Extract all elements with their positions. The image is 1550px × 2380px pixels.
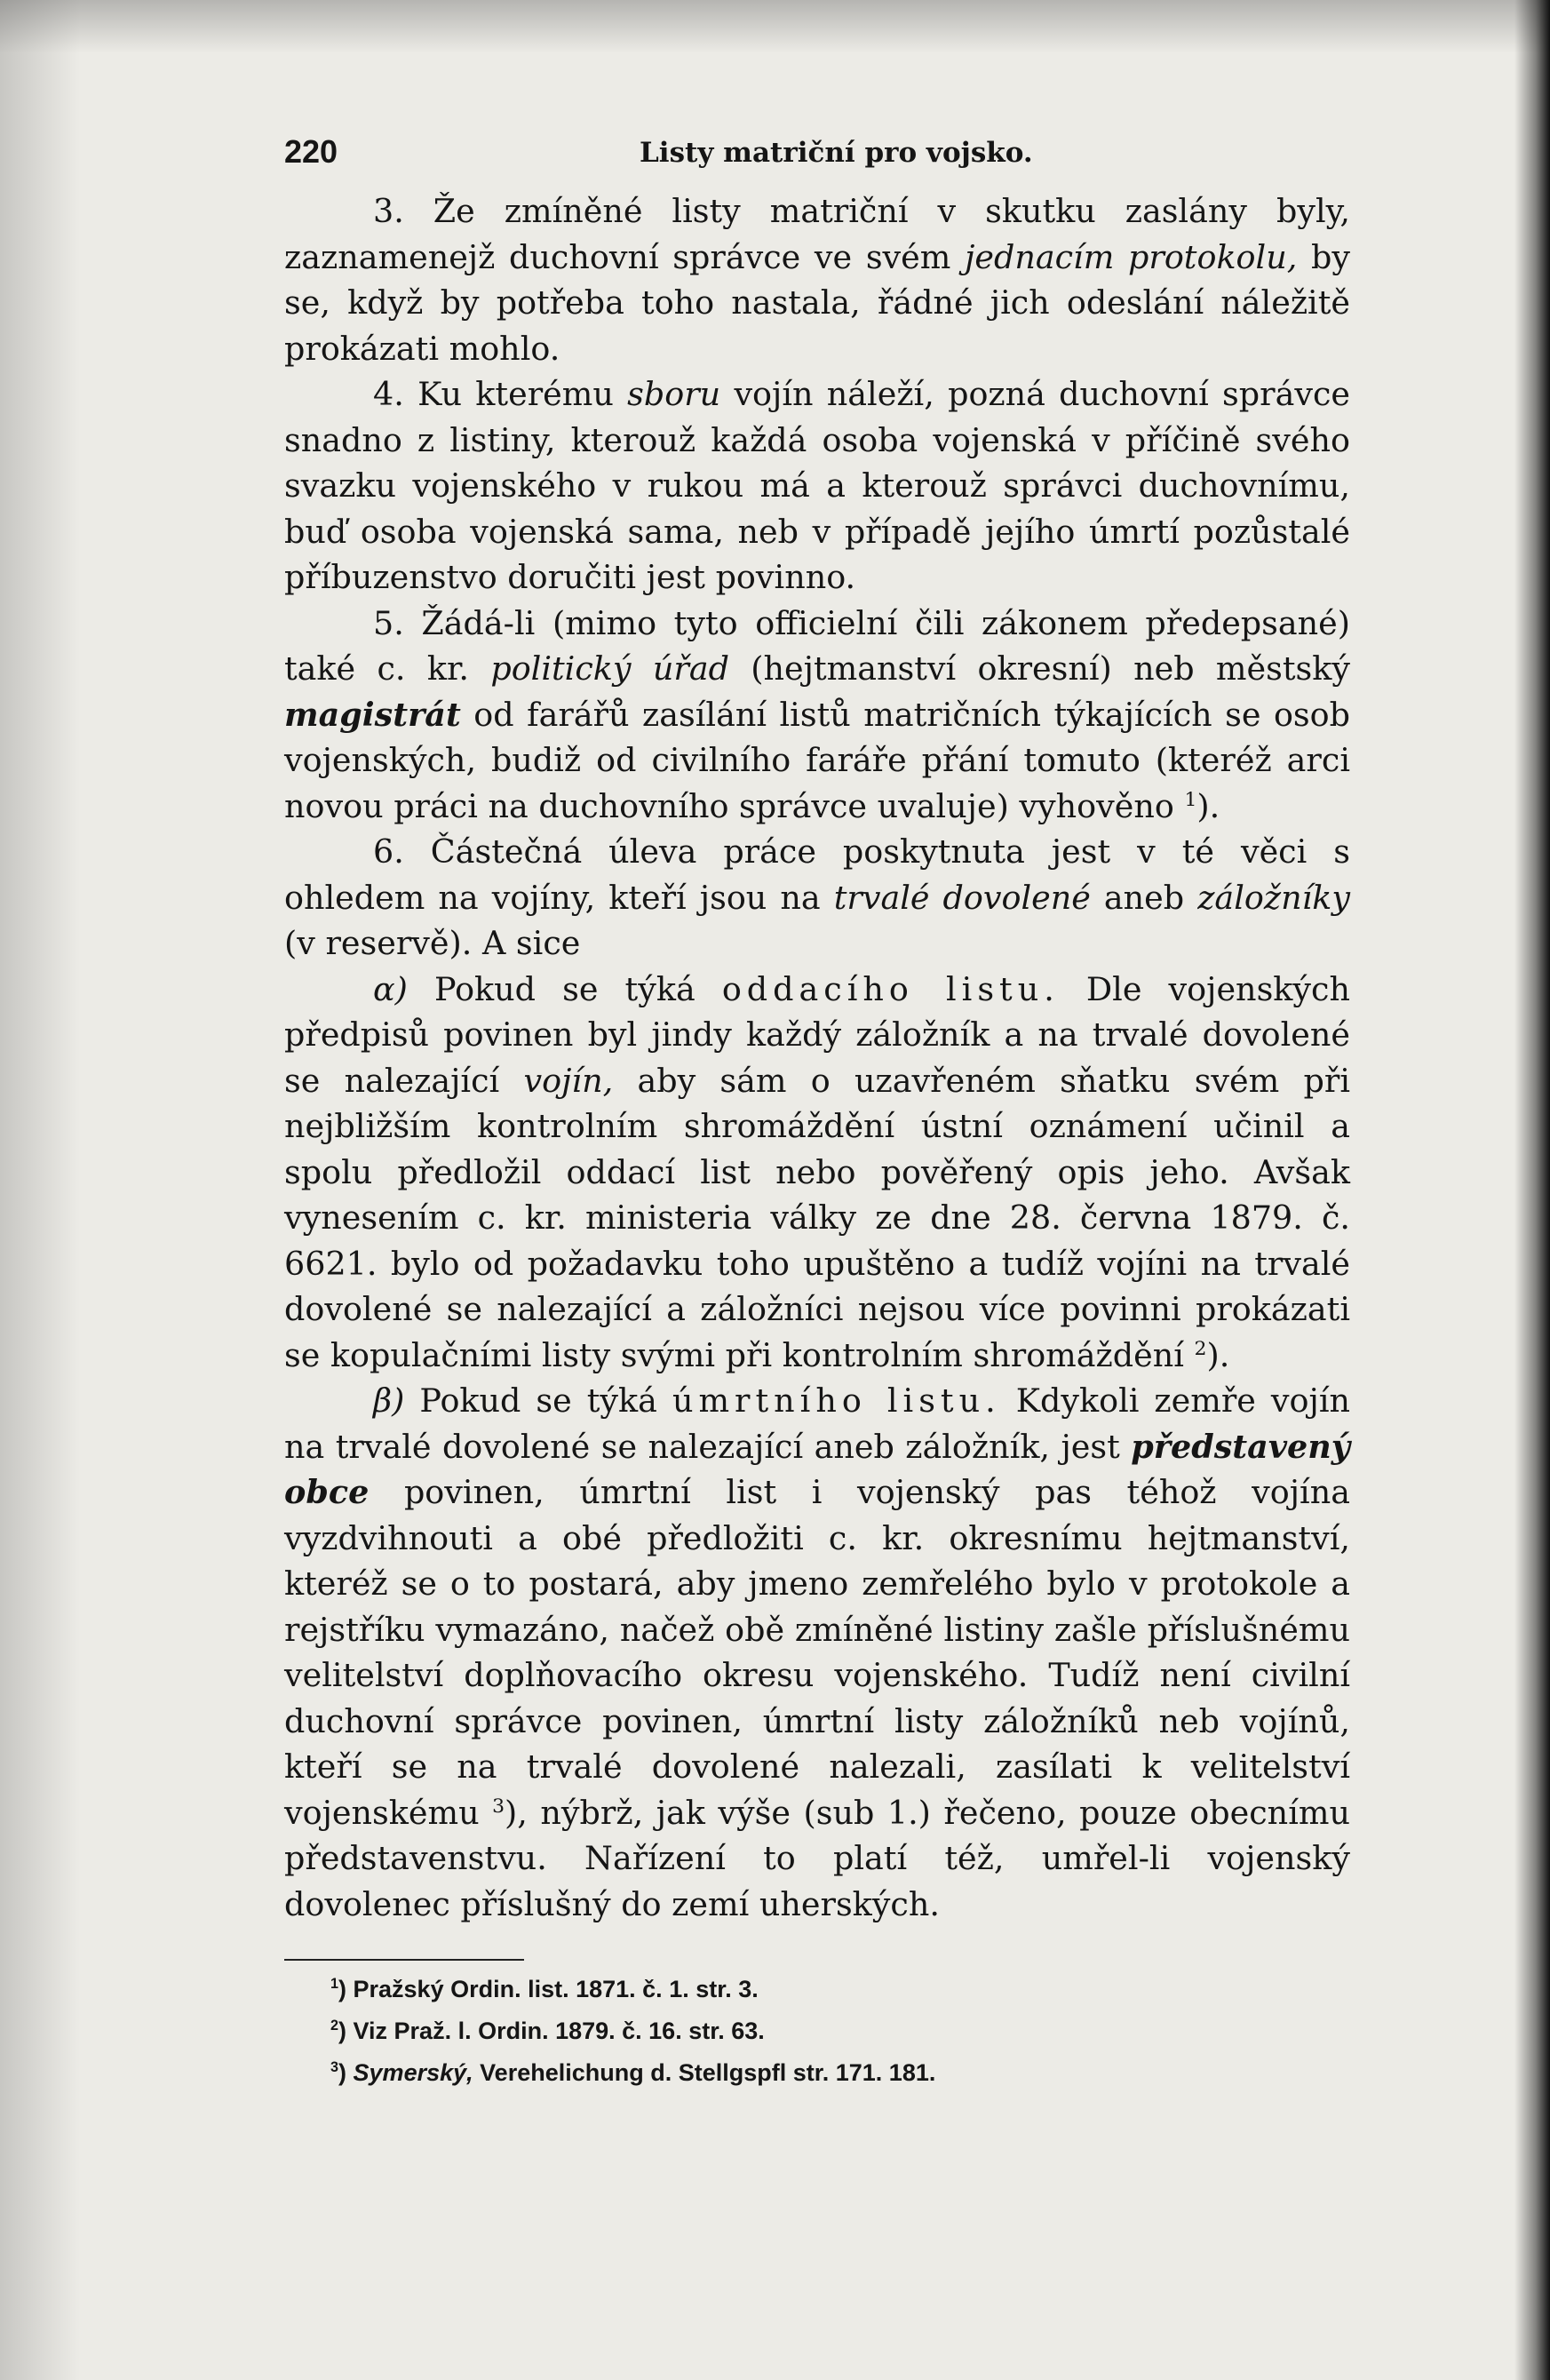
footnote-text: ) — [338, 2059, 347, 2086]
italic-span: záložníky — [1197, 878, 1350, 917]
text-span: 6. Částečná úleva práce poskytnuta jest v té věci s ohledem na vojíny, kteří jsou na — [284, 832, 1350, 917]
text-span: Dle vojenských předpisů povinen byl jindy každý záložník a na trvalé dovolené se nalezající — [284, 969, 1350, 1100]
body-text — [284, 188, 1350, 1927]
text-span: aneb — [1103, 878, 1185, 917]
text-span: aby sám o uzavřeném sňatku svém při nejbližším kontrolním shromáždění ústní oznámení učinil a spolu předložil oddací list nebo pověřený opis jeho. Avšak vynesením c. kr. ministeria války ze dne 28. června 1879. č. 6621. bylo od požadavku toho upuštěno a tudíž vojíni na trvalé dovolené se nalezající a záložníci nejsou více povinni prokázati se kopulačními listy svými při kontrolním shromáždění — [284, 1061, 1350, 1374]
text-span: by se, když by potřeba toho nastala, řádné jich odeslání náležitě prokázati mohlo. — [284, 237, 1350, 368]
footnote-3 — [330, 2052, 1219, 2094]
text-span: Pokud se týká — [419, 1381, 657, 1420]
italic-span: sboru — [627, 375, 721, 413]
footnote-ref: 3 — [492, 1795, 505, 1818]
footnote-text: Verehelichung d. Stellgspfl str. 171. 181. — [480, 2059, 936, 2086]
page-number: 220 — [284, 133, 338, 170]
text-span: 4. Ku kterému — [373, 375, 614, 413]
text-span: ). — [1206, 1335, 1230, 1374]
italic-span: politický úřad — [490, 649, 729, 688]
footnote-mark: 3 — [330, 2059, 339, 2075]
footnote-text: ) Viz Praž. l. Ordin. 1879. č. 16. str. 63. — [338, 2018, 765, 2044]
footnote-1 — [330, 1969, 1219, 2010]
footnote-ref: 1 — [1184, 788, 1197, 811]
footnote-rule — [284, 1959, 524, 1961]
text-span: ), nýbrž, jak výše (sub 1.) řečeno, pouze obecnímu představenstvu. Nařízení to platí též, umřel-li vojenský dovolenec příslušný do zemí uherských. — [284, 1793, 1350, 1923]
spaced-span: úmrtního listu. — [672, 1381, 1001, 1420]
footnotes — [330, 1969, 1219, 2094]
paragraph-6 — [284, 829, 1350, 967]
scan-top-shadow — [0, 0, 1550, 53]
text-span: 3. Že zmíněné listy matriční v skutku zaslány byly, zaznamenejž duchovní správce ve svém — [284, 192, 1350, 276]
text-span: Kdykoli zemře vojín na trvalé dovolené se nalezající aneb záložník, jest — [284, 1381, 1351, 1466]
scan-left-shadow — [0, 0, 80, 2380]
italic-span: trvalé dovolené — [833, 878, 1091, 917]
footnote-mark: 2 — [330, 2018, 339, 2034]
italic-span: magistrát — [284, 695, 461, 734]
italic-span: představený obce — [284, 1427, 1350, 1511]
item-label: α) — [373, 969, 408, 1008]
footnote-text: ) Pražský Ordin. list. 1871. č. 1. str. 3. — [338, 1976, 759, 2002]
text-span: od farářů zasílání listů matričních týkajících se osob vojenských, budiž od civilního faráře přání tomuto (kteréž arci novou práci na duchovního správce uvaluje) vyhověno — [284, 695, 1350, 825]
text-span: povinen, úmrtní list i vojenský pas téhož vojína vyzdvihnouti a obé předložiti c. kr. okresnímu hejtmanství, kteréž se o to postará, aby jmeno zemřelého bylo v protokole a rejstříku vymazáno, načež obě zmíněné listiny zašle příslušnému velitelství doplňovacího okresu vojenského. Tudíž není civilní duchovní správce povinen, úmrtní listy záložníků neb vojínů, kteří se na trvalé dovolené nalezali, zasílati k velitelství vojenskému — [284, 1473, 1350, 1832]
paragraph-3 — [284, 188, 1350, 371]
paragraph-beta — [284, 1378, 1350, 1927]
text-span: (v reservě). A sice — [284, 924, 581, 962]
text-span: ). — [1196, 786, 1220, 825]
paragraph-5 — [284, 601, 1350, 830]
paragraph-4 — [284, 371, 1350, 601]
text-span: (hejtmanství okresní) neb městský — [751, 649, 1350, 688]
item-label: β) — [373, 1381, 405, 1420]
footnote-italic: Symerský, — [353, 2059, 473, 2086]
scan-right-edge — [1514, 0, 1550, 2380]
footnote-ref: 2 — [1194, 1337, 1207, 1360]
footnote-mark: 1 — [330, 1976, 339, 1992]
text-span: Pokud se týká — [433, 969, 696, 1008]
text-span: 5. Žádá-li (mimo tyto officielní čili zákonem předepsané) také c. kr. — [284, 603, 1350, 688]
footnote-2 — [330, 2010, 1219, 2052]
running-head: Listy matriční pro vojsko. — [640, 137, 1033, 169]
spaced-span: oddacího listu. — [721, 969, 1060, 1008]
paragraph-alpha — [284, 967, 1350, 1379]
italic-span: vojín, — [523, 1061, 614, 1100]
page-header — [284, 133, 1350, 178]
text-span: vojín náleží, pozná duchovní správce snadno z listiny, kterouž každá osoba vojenská v příčině svého svazku vojenského v rukou má a kterouž správci duchovnímu, buď osoba vojenská sama, neb v případě jejího úmrtí pozůstalé příbuzenstvo doručiti jest povinno. — [284, 375, 1351, 596]
italic-span: jednacím protokolu, — [965, 237, 1298, 276]
